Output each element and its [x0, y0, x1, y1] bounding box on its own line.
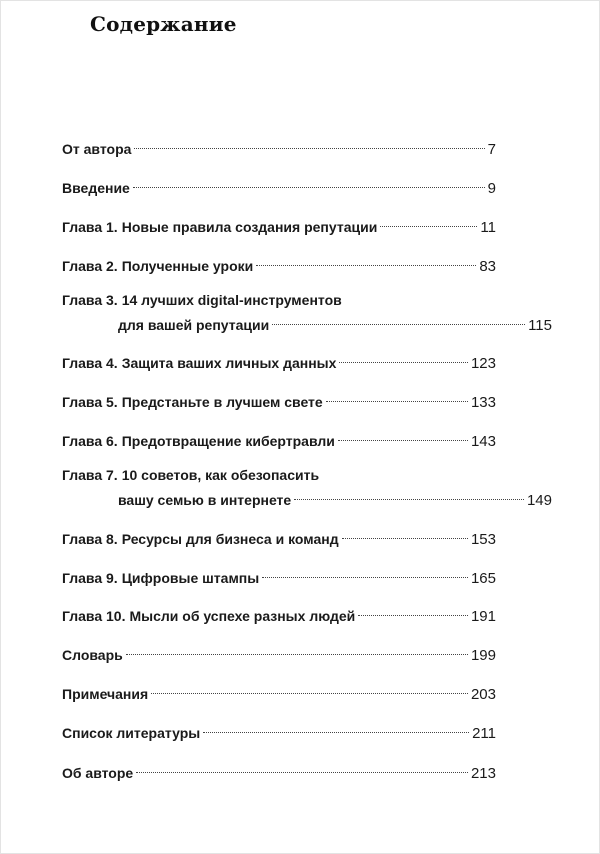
toc-entry-page: 9 — [487, 180, 496, 197]
toc-entry-label: Список литературы — [62, 725, 201, 741]
toc-entry-label: вашу семью в интернете — [118, 492, 292, 508]
toc-entry-chapter: Глава 10. — [62, 608, 126, 624]
toc-entry-label: Введение — [62, 180, 130, 196]
toc-entry-notes[interactable] — [62, 679, 496, 705]
toc-entry-label-line1: 14 лучших digital-инструментов — [121, 292, 342, 308]
toc-entry-page: 191 — [470, 608, 496, 625]
toc-entry-chapter: Глава 7. — [62, 467, 118, 483]
leader-dots — [326, 387, 468, 407]
toc-entry-introduction[interactable] — [62, 173, 496, 199]
toc-entry-page: 165 — [470, 570, 496, 587]
toc-entry-chapter: Глава 2. — [62, 258, 118, 274]
toc-entry-label: Примечания — [62, 686, 149, 702]
leader-dots — [294, 485, 524, 505]
toc-entry-page: 133 — [470, 394, 496, 411]
leader-dots — [203, 718, 469, 738]
leader-dots — [339, 348, 468, 368]
leader-dots — [134, 134, 484, 154]
toc-entry-page: 199 — [470, 647, 496, 664]
toc-entry-chapter: Глава 9. — [62, 570, 118, 586]
toc-entry-label: Полученные уроки — [121, 258, 254, 274]
leader-dots — [358, 601, 468, 621]
toc-entry-page: 123 — [470, 355, 496, 372]
toc-entry-page: 153 — [470, 531, 496, 548]
leader-dots — [136, 758, 468, 778]
toc-entry-label: Мысли об успехе разных людей — [129, 608, 356, 624]
toc-entry-chapter: Глава 1. — [62, 219, 118, 235]
toc-entry-page: 115 — [528, 317, 552, 334]
toc-entry-page: 149 — [526, 492, 552, 509]
toc-entry-chapter-9[interactable] — [62, 563, 496, 589]
toc-entry-page: 83 — [479, 258, 496, 275]
leader-dots — [126, 640, 468, 660]
toc-entry-chapter: Глава 8. — [62, 531, 118, 547]
toc-entry-label: От автора — [62, 141, 132, 157]
toc-entry-chapter-6[interactable] — [62, 426, 496, 452]
toc-entry-chapter-10[interactable] — [62, 601, 496, 627]
toc-entry-chapter: Глава 6. — [62, 433, 118, 449]
toc-entry-chapter: Глава 3. — [62, 292, 118, 308]
toc-entry-page: 11 — [480, 219, 496, 236]
toc-entry-chapter: Глава 4. — [62, 355, 118, 371]
toc-entry-chapter-7[interactable] — [62, 465, 552, 511]
toc-entry-label: Словарь — [62, 647, 123, 663]
toc-entry-label: Об авторе — [62, 765, 134, 781]
toc-entry-label: Предстаньте в лучшем свете — [121, 394, 323, 410]
leader-dots — [338, 426, 468, 446]
toc-entry-glossary[interactable] — [62, 640, 496, 666]
toc-entry-label: Ресурсы для бизнеса и команд — [121, 531, 339, 547]
leader-dots — [151, 679, 468, 699]
toc-entry-label: Цифровые штампы — [121, 570, 260, 586]
leader-dots — [380, 212, 477, 232]
toc-entry-chapter-2[interactable] — [62, 251, 496, 277]
toc-entry-chapter: Глава 5. — [62, 394, 118, 410]
toc-entry-label: Предотвращение кибертравли — [121, 433, 335, 449]
toc-entry-chapter-8[interactable] — [62, 524, 496, 550]
toc-entry-page: 213 — [470, 765, 496, 782]
toc-entry-page: 203 — [470, 686, 496, 703]
toc-entry-page: 7 — [487, 141, 496, 158]
toc-entry-label: Защита ваших личных данных — [121, 355, 337, 371]
leader-dots — [133, 173, 485, 193]
toc-entry-about-author[interactable] — [62, 758, 496, 784]
toc-entry-from-author[interactable] — [62, 134, 496, 160]
toc-entry-label: для вашей репутации — [118, 317, 270, 333]
leader-dots — [262, 563, 468, 583]
toc-entry-label-line1: 10 советов, как обезопасить — [121, 467, 320, 483]
leader-dots — [272, 310, 525, 330]
toc-entry-chapter-4[interactable] — [62, 348, 496, 374]
leader-dots — [256, 251, 476, 271]
toc-entry-chapter-1[interactable] — [62, 212, 496, 238]
leader-dots — [342, 524, 468, 544]
toc-entry-bibliography[interactable] — [62, 718, 496, 744]
toc-entry-chapter-5[interactable] — [62, 387, 496, 413]
toc-entry-page: 143 — [470, 433, 496, 450]
page-title: Содержание — [90, 12, 237, 36]
toc-entry-page: 211 — [472, 725, 496, 742]
toc-entry-label: Новые правила создания репутации — [121, 219, 378, 235]
toc-entry-chapter-3[interactable] — [62, 290, 552, 336]
